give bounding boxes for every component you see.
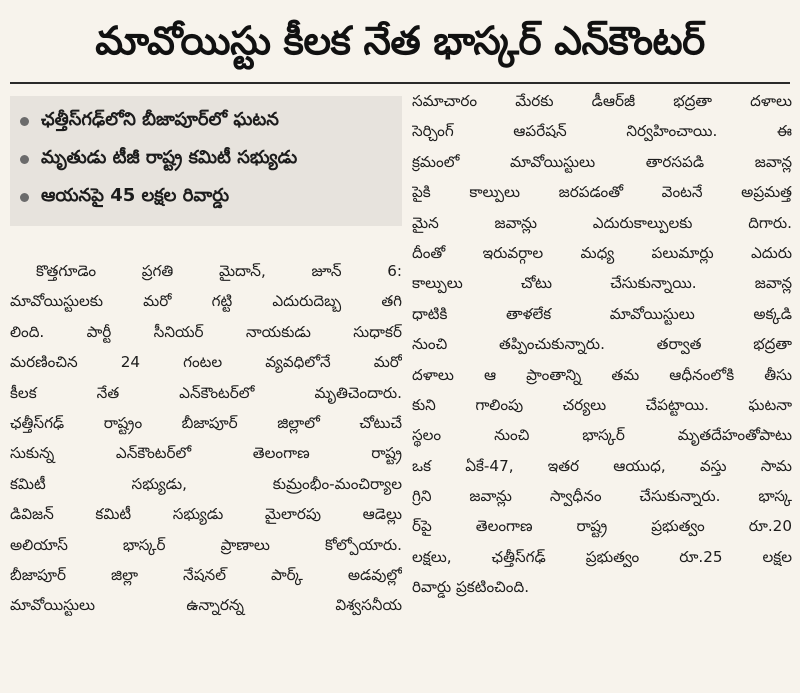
highlight-text: ఆయనపై 45 లక్షల రివార్డు (41, 184, 230, 206)
highlight-text: మృతుడు టీజీ రాష్ట్ర కమిటీ సభ్యుడు (41, 146, 298, 168)
highlight-item (20, 178, 394, 216)
article-line: సమాచారం మేరకు డీఆర్‌జీ భద్రతా దళాలు (412, 92, 792, 110)
article-line: పైకి కాల్పులు జరపడంతో వెంటనే అప్రమత్త (412, 183, 792, 202)
bullet-dot-icon (20, 155, 29, 164)
article-line: దీంతో ఇరువర్గాల మధ్య పలుమార్లు ఎదురు (412, 243, 792, 262)
article-line: ఒక ఏకే-47, ఇతర ఆయుధ, వస్తు సామ (412, 456, 792, 475)
article-line: డివిజన్ కమిటీ సభ్యుడు మైలారపు ఆడెల్లు (10, 505, 402, 524)
bullet-dot-icon (20, 117, 29, 126)
headline-rule (10, 82, 790, 84)
highlight-text: ఛత్తీస్‌గఢ్‌లోని బీజాపూర్‌లో ఘటన (41, 108, 279, 130)
headline: మావోయిస్టు కీలక నేత భాస్కర్ ఎన్‌కౌంటర్ (95, 19, 705, 64)
article-line: ధాటికి తాళలేక మావోయిస్టులు అక్కడి (412, 304, 792, 323)
article-line: దళాలు ఆ ప్రాంతాన్ని తమ ఆధీనంలోకి తీసు (412, 365, 792, 384)
article-line: క్రమంలో మావోయిస్టులు తారసపడి జవాన్ల (412, 152, 792, 171)
article-line: స్థలం నుంచి భాస్కర్ మృతదేహంతోపాటు (412, 426, 792, 445)
article-line: లక్షలు, ఛత్తీస్‌గఢ్ ప్రభుత్వం రూ.25 లక్షల (412, 547, 792, 566)
article-line: మైన జవాన్లు ఎదురుకాల్పులకు దిగారు. (412, 213, 792, 232)
bullet-dot-icon (20, 193, 29, 202)
article-line: సెర్చింగ్ ఆపరేషన్ నిర్వహించాయి. ఈ (412, 122, 792, 141)
article-line: కుని గాలింపు చర్యలు చేపట్టాయి. ఘటనా (412, 395, 792, 414)
article-line: గ్రిని జవాన్లు స్వాధీనం చేసుకున్నారు. భాస్క (412, 487, 792, 506)
article-line: కాల్పులు చోటు చేసుకున్నాయి. జవాన్ల (412, 274, 792, 293)
article-line: మరణించిన 24 గంటల వ్యవధిలోనే మరో (10, 353, 402, 372)
article-line: మావోయిస్టులు ఉన్నారన్న విశ్వసనీయ (10, 596, 402, 615)
highlight-item (20, 140, 394, 178)
article-line: రివార్డు ప్రకటించింది. (412, 578, 530, 597)
article-line: సుకున్న ఎన్‌కౌంటర్‌లో తెలంగాణ రాష్ట్ర (10, 444, 402, 463)
article-line: మావోయిస్టులకు మరో గట్టి ఎదురుదెబ్బ తగి (10, 292, 402, 311)
article-column-right (412, 86, 792, 603)
article-line: ర్‌పై తెలంగాణ రాష్ట్ర ప్రభుత్వం రూ.20 (412, 517, 792, 536)
article-line: కొత్తగూడెం ప్రగతి మైదాన్, జూన్ 6: (36, 262, 402, 280)
highlights-box (10, 96, 402, 226)
article-line: లింది. పార్టీ సీనియర్ నాయకుడు సుధాకర్ (10, 322, 402, 341)
article-line: కమిటీ సభ్యుడు, కుమ్రంభీం-మంచిర్యాల (10, 474, 402, 493)
article-column-left (10, 256, 402, 621)
article-line: బీజాపూర్ జిల్లా నేషనల్ పార్క్ అడవుల్లో (10, 565, 402, 584)
article-line: అలియాస్ భాస్కర్ ప్రాణాలు కోల్పోయారు. (10, 535, 402, 554)
highlight-item (20, 102, 394, 140)
article-line: కీలక నేత ఎన్‌కౌంటర్‌లో మృతిచెందారు. (10, 383, 402, 402)
article-line: నుంచి తప్పించుకున్నారు. తర్వాత భద్రతా (412, 335, 792, 354)
article-line: ఛత్తీస్‌గఢ్ రాష్ట్రం బీజాపూర్ జిల్లాలో చోటుచే (10, 413, 402, 432)
